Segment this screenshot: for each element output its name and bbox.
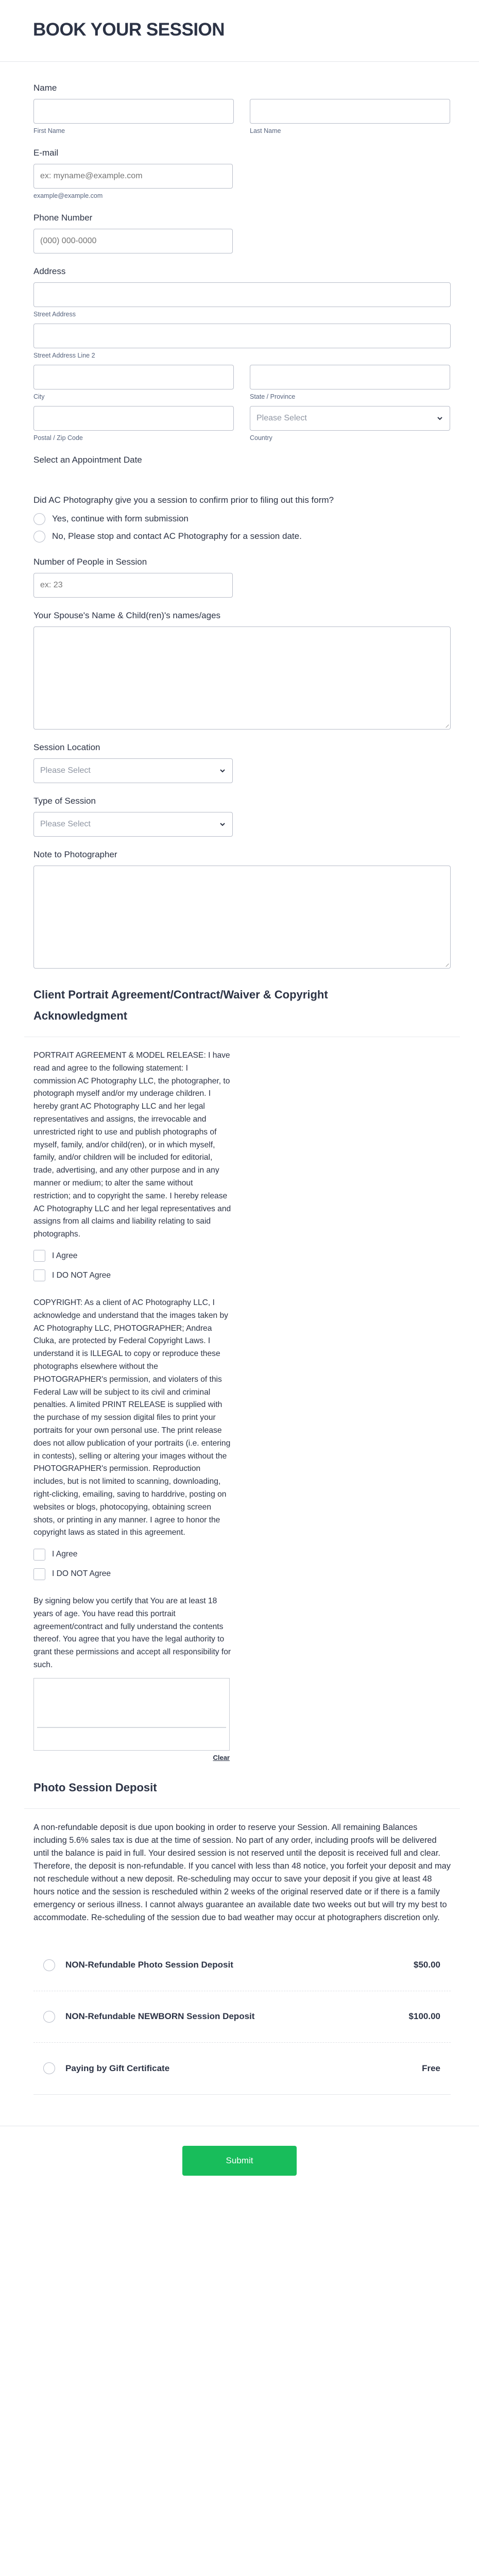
page-title: BOOK YOUR SESSION bbox=[33, 20, 225, 40]
email-label: E-mail bbox=[33, 148, 59, 158]
phone-field bbox=[33, 212, 451, 253]
product-name: Paying by Gift Certificate bbox=[65, 2063, 170, 2073]
email-sublabel: example@example.com bbox=[33, 192, 103, 199]
note-field bbox=[33, 849, 451, 969]
clear-signature-link[interactable]: Clear bbox=[213, 1753, 230, 1761]
country-select[interactable] bbox=[250, 406, 450, 431]
chevron-down-icon bbox=[219, 767, 226, 774]
confirm-field bbox=[33, 495, 451, 544]
spouse-label: Your Spouse's Name & Child(ren)'s names/ages bbox=[33, 611, 221, 620]
chevron-down-icon bbox=[219, 821, 226, 828]
address-field bbox=[33, 266, 451, 442]
radio-icon[interactable] bbox=[43, 1959, 55, 1971]
copyright-text: COPYRIGHT: As a client of AC Photography LLC, I acknowledge and understand that the images taken by AC Photography LLC, PHOTOGRAPHER; Andrea Cluka, are protected by Federal Copyright Laws. I understand it is ILLEGAL to copy or reproduce these photographs elsewhere without the PHOTOGRAPHER's permission, and violaters of this Federal Law will be subject to its civil and criminal penalties. A limited PRINT RELEASE is supplied with the purchase of my session digital files to print your portraits for your own personal use. The print release does not allow publication of your portraits (i.e. entering in contests), selling or altering your images without the PHOTOGRAPHER's permission. Reproduction includes, but is not limited to scanning, downloading, right-clicking, emailing, saving to harddrive, posting on websites or blogs, photocopying, obtaining screen shots, or printing in any manner. I agree to honor the copyright laws as stated in this agreement. bbox=[33, 1298, 231, 1537]
session-location-select[interactable] bbox=[33, 758, 233, 783]
session-location-label: Session Location bbox=[33, 742, 100, 752]
appointment-date-label: Select an Appointment Date bbox=[33, 455, 142, 465]
release-text: PORTRAIT AGREEMENT & MODEL RELEASE: I have read and agree to the following statement: I commission AC Photography LLC, the photographer, to photograph myself and/or my underage children. I hereby grant AC Photography LLC and her legal representatives and assigns, the irrevocable and unrestricted right to use and publish photographs of myself, family, and/or child(ren), or in which myself, family, and/or children will be included for editorial, trade, advertising, and any other purpose and in any manner or medium; to alter the same without restriction; and to copyright the same. I hereby release AC Photography LLC and her legal representatives and assigns from all claims and liability relating to said photographs. bbox=[33, 1051, 231, 1239]
resize-grip-icon[interactable] bbox=[443, 722, 449, 727]
deposit-heading: Photo Session Deposit bbox=[33, 1781, 157, 1794]
product-price: $50.00 bbox=[414, 1960, 440, 1970]
option-label: I Agree bbox=[52, 1251, 78, 1260]
option-label: I DO NOT Agree bbox=[52, 1569, 111, 1579]
confirm-question: Did AC Photography give you a session to confirm prior to filing out this form? bbox=[33, 495, 334, 505]
phone-label: Phone Number bbox=[33, 213, 93, 223]
checkbox[interactable] bbox=[33, 1269, 45, 1281]
product-item[interactable] bbox=[33, 2043, 451, 2094]
email-input[interactable] bbox=[33, 164, 233, 189]
people-label: Number of People in Session bbox=[33, 557, 147, 567]
spouse-textarea[interactable] bbox=[33, 626, 451, 730]
agreement-heading: Client Portrait Agreement/Contract/Waiver & Copyright Acknowledgment bbox=[33, 988, 328, 1022]
confirm-option-no[interactable] bbox=[33, 529, 451, 544]
option-label: No, Please stop and contact AC Photography for a session date. bbox=[52, 531, 302, 541]
phone-input[interactable] bbox=[33, 229, 233, 253]
country-sublabel: Country bbox=[250, 434, 272, 442]
checkbox[interactable] bbox=[33, 1250, 45, 1262]
checkbox[interactable] bbox=[33, 1568, 45, 1580]
signing-text: By signing below you certify that You are at least 18 years of age. You have read this portrait agreement/contract and fully understand the contents thereof. You agree that you have the legal authority to grant these permissions and accept all responsibility for such. bbox=[33, 1597, 231, 1670]
address-label: Address bbox=[33, 266, 66, 276]
product-item[interactable] bbox=[33, 1991, 451, 2043]
session-location-field bbox=[33, 742, 451, 783]
product-list bbox=[33, 1940, 451, 2095]
section-divider bbox=[24, 1808, 460, 1809]
product-price: $100.00 bbox=[408, 2011, 440, 2022]
last-name-sublabel: Last Name bbox=[250, 127, 281, 134]
release-agree[interactable] bbox=[33, 1247, 451, 1265]
signature-pad[interactable] bbox=[33, 1678, 230, 1751]
state-sublabel: State / Province bbox=[250, 393, 296, 400]
spouse-field bbox=[33, 610, 451, 730]
email-field bbox=[33, 147, 451, 200]
select-value: Please Select bbox=[40, 820, 91, 828]
people-field bbox=[33, 556, 451, 598]
radio-icon[interactable] bbox=[43, 2011, 55, 2023]
copyright-agree[interactable] bbox=[33, 1546, 451, 1563]
appointment-field bbox=[33, 454, 451, 466]
name-label: Name bbox=[33, 83, 57, 93]
resize-grip-icon[interactable] bbox=[443, 961, 449, 967]
name-field bbox=[33, 82, 451, 135]
product-item[interactable] bbox=[33, 1940, 451, 1991]
session-type-select[interactable] bbox=[33, 812, 233, 837]
release-field bbox=[33, 1049, 451, 1284]
copyright-field bbox=[33, 1297, 451, 1583]
release-disagree[interactable] bbox=[33, 1267, 451, 1284]
first-name-sublabel: First Name bbox=[33, 127, 65, 134]
street-sublabel: Street Address bbox=[33, 311, 76, 318]
note-label: Note to Photographer bbox=[33, 850, 117, 859]
deposit-text: A non-refundable deposit is due upon booking in order to reserve your Session. All remaining Balances including 5.6% sales tax is due at the time of session. No part of any order, including proofs will be delivered until the balance is paid in full. Your desired session is not reserved until the deposit is received full and clear. Therefore, the deposit is non-refundable. If you cancel with less than 48 notice, you forfeit your deposit and may not reschedule without a new deposit. Re-scheduling may occur to save your deposit if you give at least 48 hours notice and the session is rescheduled within 2 weeks of the original reserved date or if there is a family emergency or serious illness. I cannot always guarantee an available date two weeks out but will try my best to accommodate. Re-scheduling of the session due to bad weather may occur at photographers discretion only. bbox=[33, 1822, 451, 1922]
confirm-option-yes[interactable] bbox=[33, 511, 451, 527]
option-label: Yes, continue with form submission bbox=[52, 514, 189, 523]
country-value: Please Select bbox=[256, 414, 307, 422]
copyright-disagree[interactable] bbox=[33, 1565, 451, 1583]
radio-icon[interactable] bbox=[43, 2062, 55, 2074]
city-sublabel: City bbox=[33, 393, 45, 400]
last-name-input[interactable] bbox=[250, 99, 450, 124]
chevron-down-icon bbox=[436, 415, 443, 422]
product-name: NON-Refundable Photo Session Deposit bbox=[65, 1960, 233, 1970]
radio-icon[interactable] bbox=[33, 531, 45, 543]
option-label: I Agree bbox=[52, 1550, 78, 1559]
state-input[interactable] bbox=[250, 365, 450, 389]
option-label: I DO NOT Agree bbox=[52, 1270, 111, 1280]
signature-line bbox=[37, 1727, 226, 1728]
signature-field bbox=[33, 1595, 451, 1761]
submit-button[interactable]: Submit bbox=[182, 2146, 297, 2176]
street2-sublabel: Street Address Line 2 bbox=[33, 352, 95, 359]
people-input[interactable] bbox=[33, 573, 233, 598]
street-input[interactable] bbox=[33, 282, 451, 307]
first-name-input[interactable] bbox=[33, 99, 234, 124]
booking-form bbox=[0, 62, 479, 2095]
form-footer bbox=[0, 2126, 479, 2196]
product-name: NON-Refundable NEWBORN Session Deposit bbox=[65, 2011, 255, 2022]
product-price: Free bbox=[422, 2063, 440, 2073]
city-input[interactable] bbox=[33, 365, 234, 389]
zip-sublabel: Postal / Zip Code bbox=[33, 434, 83, 442]
street2-input[interactable] bbox=[33, 324, 451, 348]
form-header bbox=[0, 0, 479, 62]
note-textarea[interactable] bbox=[33, 866, 451, 969]
select-value: Please Select bbox=[40, 766, 91, 775]
session-type-field bbox=[33, 795, 451, 837]
radio-icon[interactable] bbox=[33, 513, 45, 525]
checkbox[interactable] bbox=[33, 1549, 45, 1561]
zip-input[interactable] bbox=[33, 406, 234, 431]
session-type-label: Type of Session bbox=[33, 796, 96, 806]
